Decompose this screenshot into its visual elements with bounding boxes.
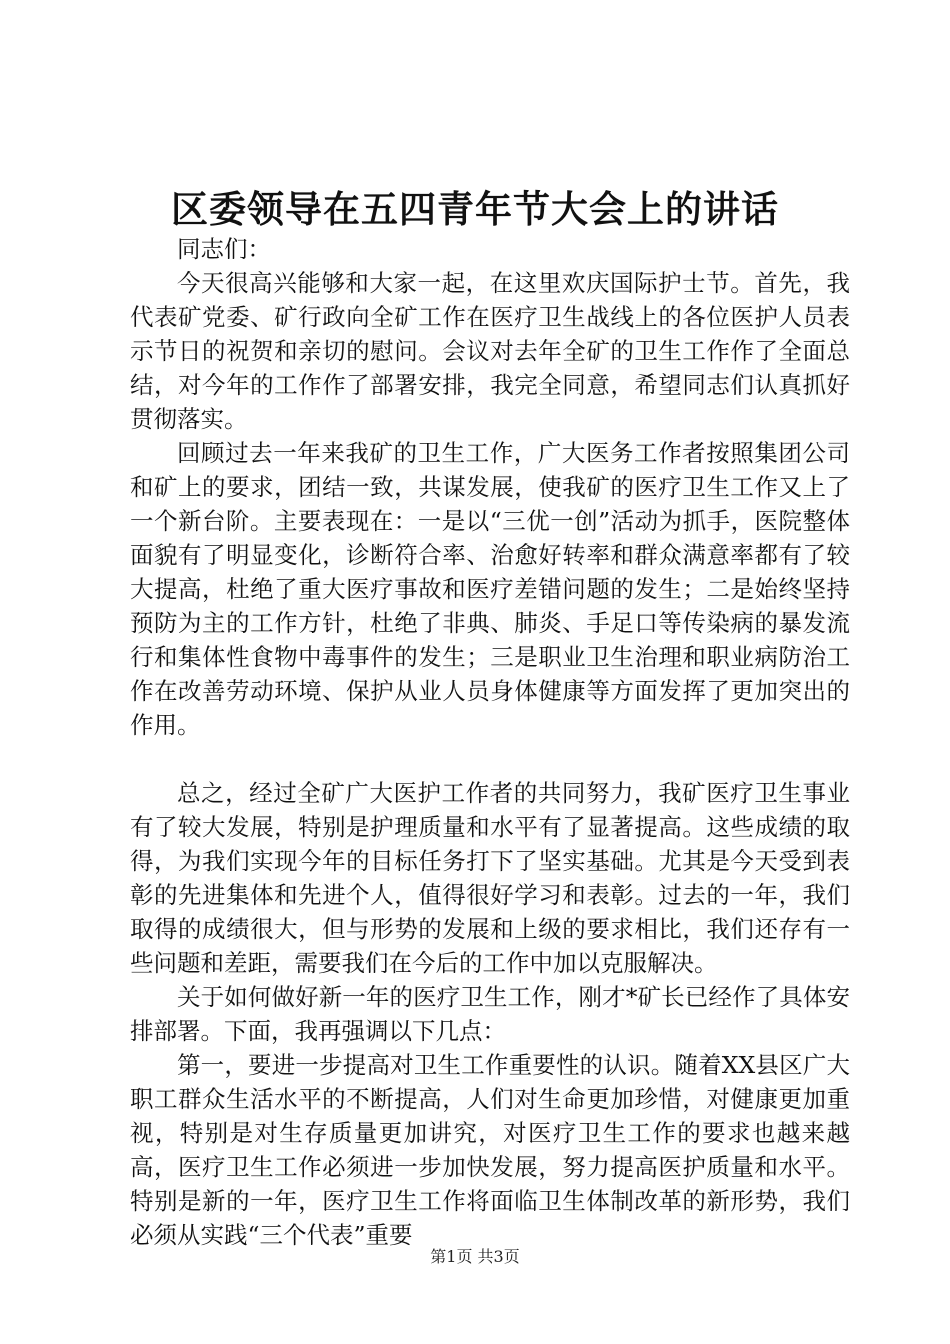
page-number-footer: 第1页 共3页 bbox=[430, 1247, 520, 1266]
body-paragraph: 总之，经过全矿广大医护工作者的共同努力，我矿医疗卫生事业有了较大发展，特别是护理质量和水平有了显著提高。这些成绩的取得，为我们实现今年的目标任务打下了坚实基础。尤其是今天受到表彰的先进集体和先进个人，值得很好学习和表彰。过去的一年，我们取得的成绩很大，但与形势的发展和上级的要求相比，我们还存有一些问题和差距，需要我们在今后的工作中加以克服解决。 bbox=[130, 779, 850, 977]
body-paragraph: 关于如何做好新一年的医疗卫生工作，刚才*矿长已经作了具体安排部署。下面，我再强调以下几点： bbox=[130, 983, 850, 1045]
salutation-paragraph: 同志们： bbox=[177, 235, 271, 263]
body-paragraph: 回顾过去一年来我矿的卫生工作，广大医务工作者按照集团公司和矿上的要求，团结一致，共谋发展，使我矿的医疗卫生工作又上了一个新台阶。主要表现在：一是以“三优一创”活动为抓手，医院整体面貌有了明显变化，诊断符合率、治愈好转率和群众满意率都有了较大提高，杜绝了重大医疗事故和医疗差错问题的发生；二是始终坚持预防为主的工作方针，杜绝了非典、肺炎、手足口等传染病的暴发流行和集体性食物中毒事件的发生；三是职业卫生治理和职业病防治工作在改善劳动环境、保护从业人员身体健康等方面发挥了更加突出的作用。 bbox=[130, 439, 850, 739]
document-title: 区委领导在五四青年节大会上的讲话 bbox=[171, 187, 779, 231]
document-body bbox=[130, 232, 850, 1252]
body-paragraph: 第一，要进一步提高对卫生工作重要性的认识。随着XX县区广大职工群众生活水平的不断提高，人们对生命更加珍惜，对健康更加重视，特别是对生存质量更加讲究，对医疗卫生工作的要求也越来越高，医疗卫生工作必须进一步加快发展，努力提高医护质量和水平。特别是新的一年，医疗卫生工作将面临卫生体制改革的新形势，我们必须从实践“三个代表”重要 bbox=[130, 1051, 850, 1249]
body-paragraph: 今天很高兴能够和大家一起，在这里欢庆国际护士节。首先，我代表矿党委、矿行政向全矿工作在医疗卫生战线上的各位医护人员表示节日的祝贺和亲切的慰问。会议对去年全矿的卫生工作作了全面总结，对今年的工作作了部署安排，我完全同意，希望同志们认真抓好贯彻落实。 bbox=[130, 269, 850, 433]
